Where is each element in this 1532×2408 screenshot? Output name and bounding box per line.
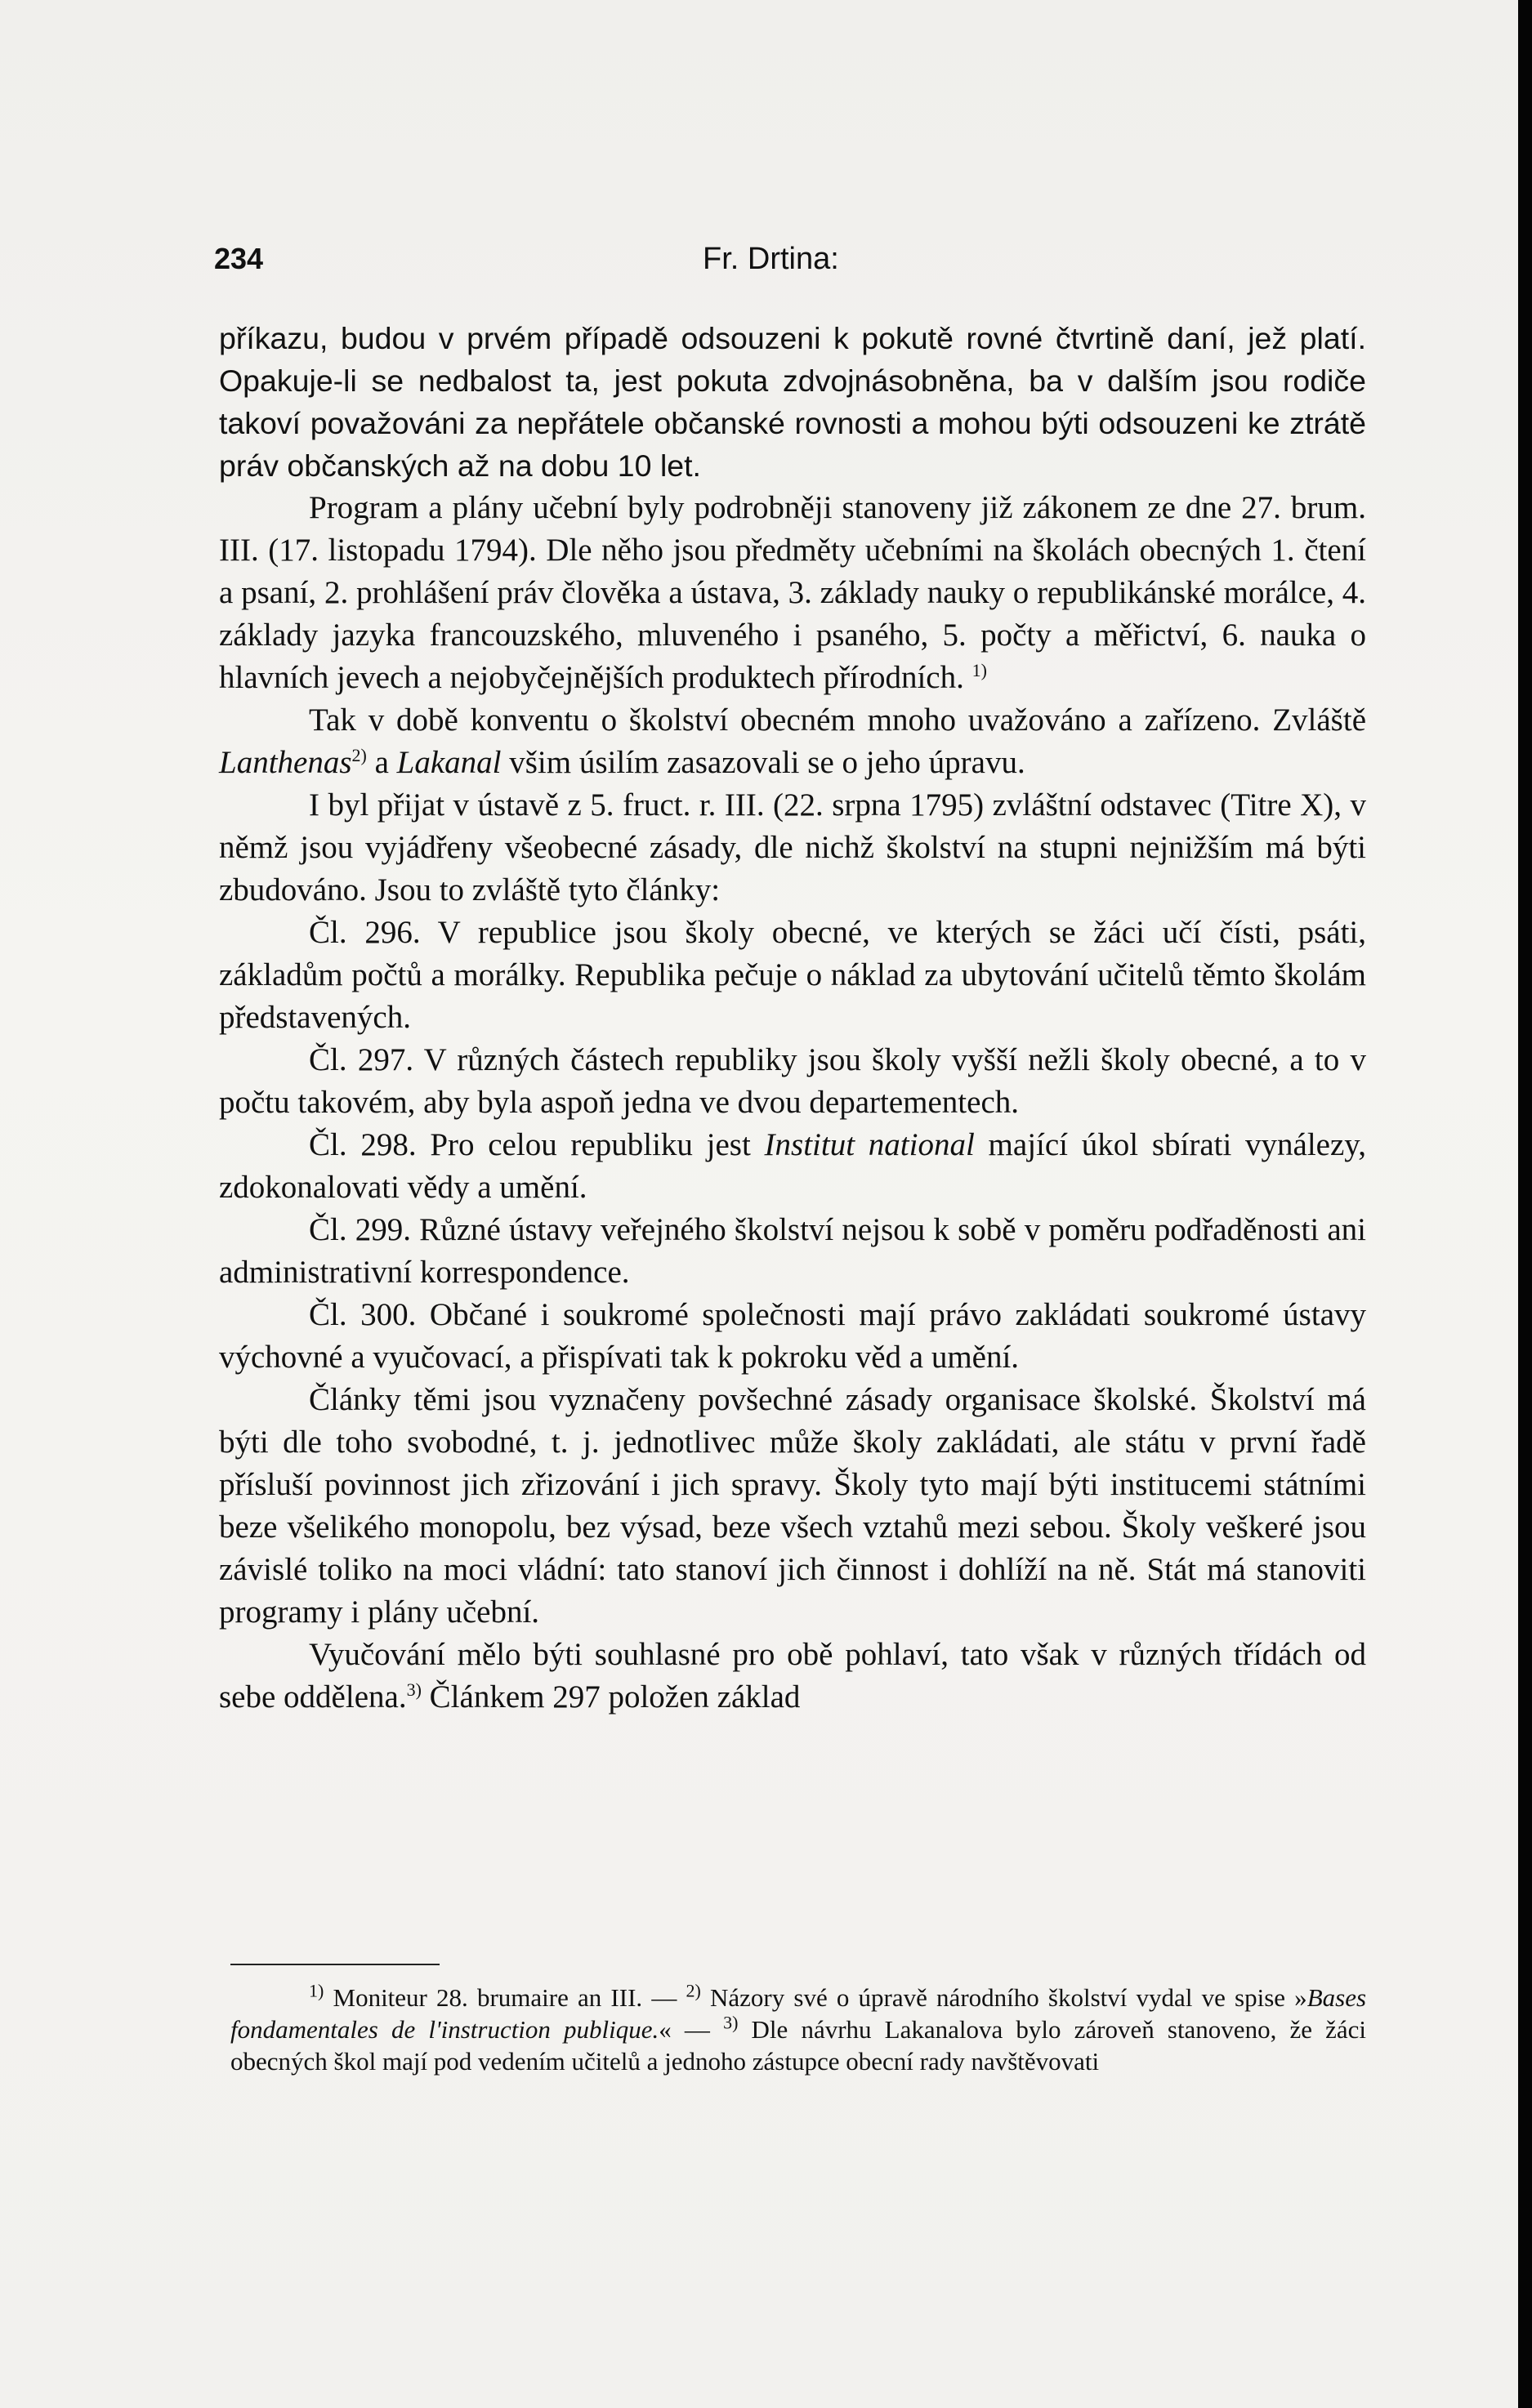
footnote-divider bbox=[230, 1964, 440, 1965]
italic-name: Lakanal bbox=[396, 745, 502, 780]
article-296: Čl. 296. V republice jsou školy obecné, ve kterých se žáci učí čísti, psáti, základům počtů a morálky. Republika pečuje o náklad za ubytování učitelů těmto školám představených. bbox=[219, 915, 1366, 1035]
footnote: $^{1)}$ Moniteur 28. brumaire an III. — $^{2)}$ Názory své o úpravě národního školství vydal ve spise »Bases fondamentales de l'instruction publique.« — $^{3)}$ Dle návrhu Lakanalova bylo zároveň stanoveno, že žáci obecných škol mají pod vedením učitelů a jednoho zástupce obecní rady navštěvovati bbox=[230, 1980, 1367, 2076]
paragraph: Tak v době konventu o školství obecném mnoho uvažováno a zařízeno. Zvláště Lanthenas$^{2)}$ a Lakanal všim úsilím zasazovali se o jeho úpravu. bbox=[219, 702, 1366, 780]
article-300: Čl. 300. Občané i soukromé společnosti mají právo zakládati soukromé ústavy výchovné a vyučovací, a přispívati tak k pokroku věd a umění. bbox=[219, 1297, 1366, 1375]
article-299: Čl. 299. Různé ústavy veřejného školství nejsou k sobě v poměru podřaděnosti ani administrativní korrespondence. bbox=[219, 1212, 1366, 1290]
running-title: Fr. Drtina: bbox=[703, 242, 839, 276]
page-number: 234 bbox=[214, 242, 264, 275]
italic-institut: Institut national bbox=[764, 1127, 975, 1162]
paragraph: Program a plány učební byly podrobněji stanoveny již zákonem ze dne 27. brum. III. (17. listopadu 1794). Dle něho jsou předměty učebními na školách obecných 1. čtení a psaní, 2. prohlášení práv člověka a ústava, 3. základy nauky o republikánské morálce, 4. základy jazyka francouzského, mluveného i psaného, 5. počty a měřictví, 6. nauka o hlavních jevech a nejobyčejnějších produktech přírodních. $^{1)}$ bbox=[219, 490, 1366, 695]
body-text bbox=[219, 317, 1366, 1719]
italic-name: Lanthenas bbox=[219, 745, 352, 780]
article-298: Čl. 298. Pro celou republiku jest Institut national mající úkol sbírati vynálezy, zdokonalovati vědy a umění. bbox=[219, 1127, 1367, 1205]
footnotes bbox=[230, 1982, 1366, 2077]
footnote-mark: 3) bbox=[406, 1679, 422, 1700]
paragraph: I byl přijat v ústavě z 5. fruct. r. III. (22. srpna 1795) zvláštní odstavec (Titre X), v němž jsou vyjádřeny všeobecné zásady, dle nichž školství na stupni nejnižším má býti zbudováno. Jsou to zvláště tyto články: bbox=[219, 787, 1366, 907]
footnote-mark: 1) bbox=[971, 660, 987, 680]
article-297: Čl. 297. V různých částech republiky jsou školy vyšší nežli školy obecné, a to v počtu takovém, aby byla aspoň jedna ve dvou departementech. bbox=[219, 1042, 1366, 1120]
paragraph: Vyučování mělo býti souhlasné pro obě pohlaví, tato však v různých třídách od sebe oddělena.$^{3)}$ Článkem 297 položen základ bbox=[219, 1637, 1366, 1715]
italic-title: Bases fondamentales de l'instruction publique. bbox=[230, 1983, 1367, 2044]
paragraph: Články těmi jsou vyznačeny povšechné zásady organisace školské. Školství má býti dle toho svobodné, t. j. jednotlivec může školy zakládati, ale státu v první řadě přísluší povinnost jich zřizování i jich spravy. Školy tyto mají býti institucemi státními beze všelikého monopolu, bez výsad, beze všech vztahů mezi sebou. Školy veškeré jsou závislé toliko na moci vládní: tato stanoví jich činnost i dohlíží na ně. Stát má stanoviti programy i plány učební. bbox=[219, 1382, 1366, 1630]
paragraph: příkazu, budou v prvém případě odsouzeni k pokutě rovné čtvrtině daní, jež platí. Opakuje-li se nedbalost ta, jest pokuta zdvojnásobněna, ba v dalším jsou rodiče takoví považováni za nepřátele občanské rovnosti a mohou býti odsouzeni ke ztrátě práv občanských až na dobu 10 let. bbox=[219, 321, 1366, 483]
page-header bbox=[214, 242, 1374, 291]
footnote-mark: 2) bbox=[351, 745, 367, 765]
